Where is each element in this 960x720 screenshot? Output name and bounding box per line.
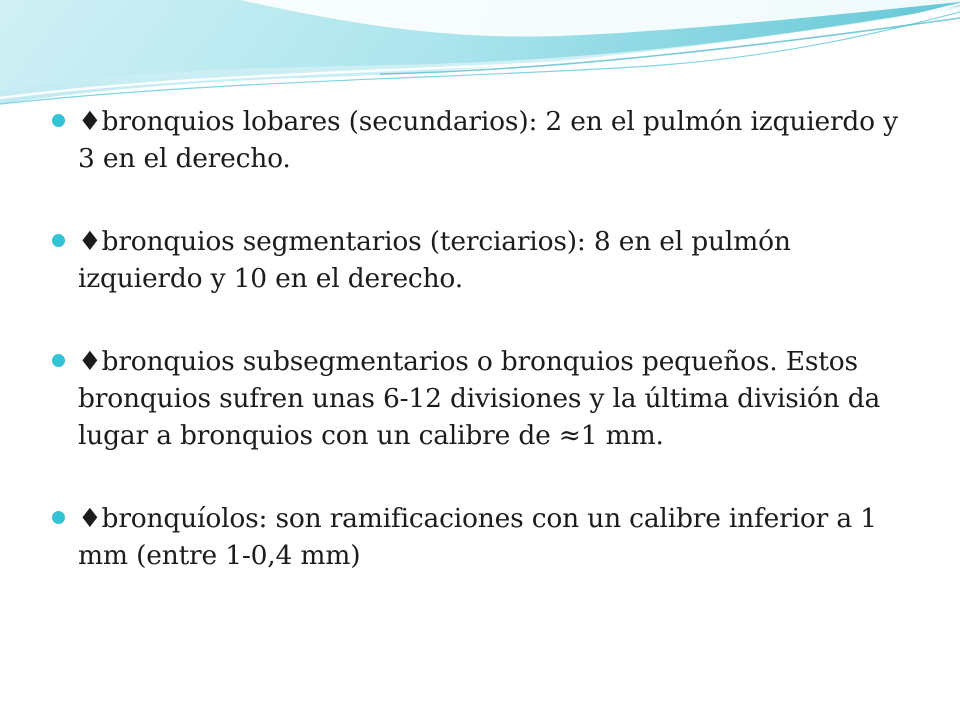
bullet-text: ♦bronquios segmentarios (terciarios): 8 en el pulmón izquierdo y 10 en el derecho. [78,226,791,294]
bullet-dot-icon [52,354,65,367]
header-wave-decoration [0,0,960,110]
bullet-dot-icon [52,234,65,247]
bullet-item-4 [52,500,912,574]
bullet-dot-icon [52,114,65,127]
bullet-item-1 [52,103,912,177]
bullet-item-3 [52,343,912,454]
bullet-text: ♦bronquíolos: son ramificaciones con un calibre inferior a 1 mm (entre 1-0,4 mm) [78,503,877,571]
bullet-text: ♦bronquios subsegmentarios o bronquios pequeños. Estos bronquios sufren unas 6-12 divisiones y la última división da lugar a bronquios con un calibre de ≈1 mm. [78,346,881,451]
bullet-dot-icon [52,511,65,524]
bullet-text: ♦bronquios lobares (secundarios): 2 en el pulmón izquierdo y 3 en el derecho. [78,106,898,174]
bullet-list [52,103,912,574]
bullet-item-2 [52,223,912,297]
